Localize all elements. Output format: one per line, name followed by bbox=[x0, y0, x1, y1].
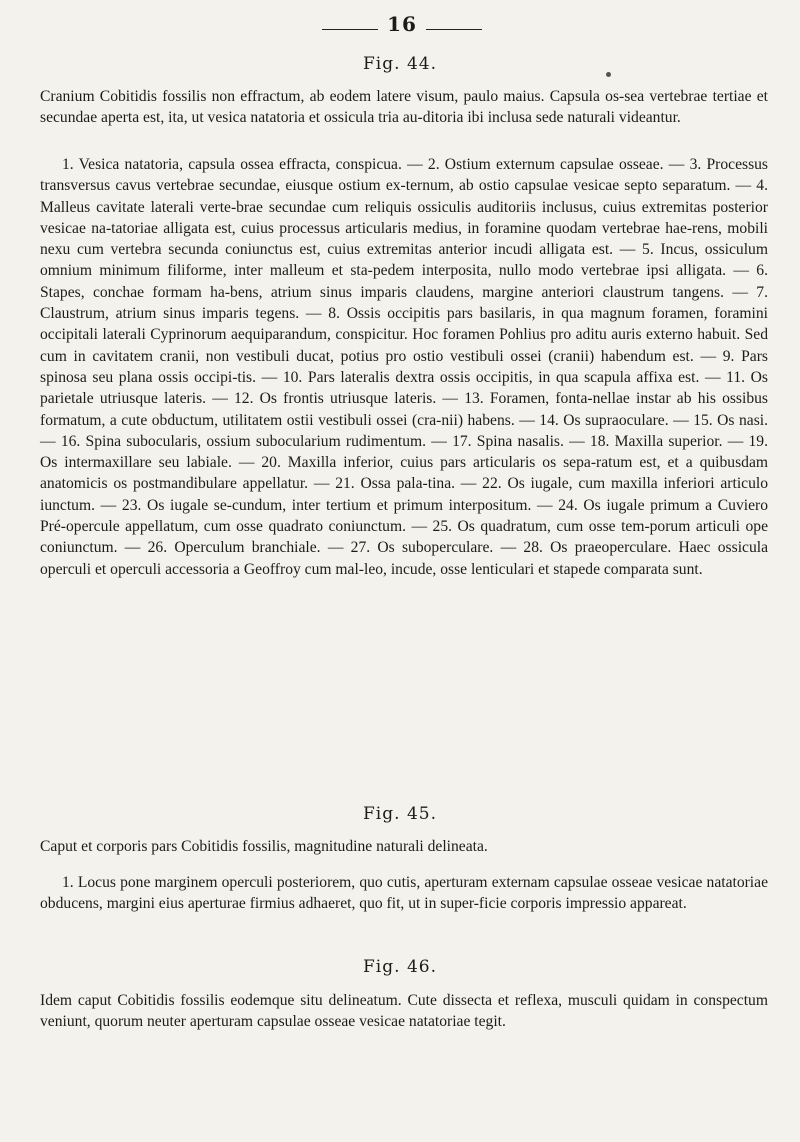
header-rule-right bbox=[426, 29, 482, 31]
paper-speck bbox=[606, 72, 611, 77]
fig-45-heading: Fig. 45. bbox=[363, 804, 437, 824]
fig-45-intro: Caput et corporis pars Cobitidis fossilis, magnitudine naturali delineata. bbox=[40, 838, 488, 855]
fig-46-text: Idem caput Cobitidis fossilis eodemque situ delineatum. Cute dissecta et reflexa, musculi quidam in conspectum veniunt, quorum neuter aperturam capsulae osseae vesicae natatoriae tegit. bbox=[40, 992, 768, 1031]
page-header bbox=[0, 12, 800, 42]
fig-44-legend: 1. Vesica natatoria, capsula ossea effracta, conspicua. — 2. Ostium externum capsulae osseae. — 3. Processus transversus cavus vertebrae secundae, eiusque ostium ex-ternum, ab ostio capsulae vesicae septo separatum. — 4. Malleus cavitate laterali verte-brae secundae cum reliquis ossiculis auditoriis inclusus, cuius extremitas posterior vesicae na-tatoriae alligata est, cuius processus articularis medius, in foramine quodam vertebrae hae-rens, mobili nexu cum vertebra secunda coniunctus est, cuius extremitas anterior incudi alligata est. — 5. Incus, ossiculum omnium minimum filiforme, inter malleum et sta-pedem interposita, nullo modo vertebrae ipsi alligata. — 6. Stapes, conchae formam ha-bens, atrium sinus imparis claudens, margine anteriori claustrum tangens. — 7. Claustrum, atrium sinus imparis tegens. — 8. Ossis occipitis pars basilaris, in qua magnum foramen, foramini occipitali laterali Cyprinorum aequiparandum, conspicitur. Hoc foramen Pohlius pro aditu auris externo habuit. Sed cum in cavitatem cranii, non vestibuli ducat, potius pro ostio vestibuli ossei (cranii) habendum est. — 9. Pars spinosa seu plana ossis occipi-tis. — 10. Pars lateralis dextra ossis occipitis, in qua scapula affixa est. — 11. Os parietale utriusque lateris. — 12. Os frontis utriusque lateris. — 13. Foramen, fonta-nellae instar ab his ossibus formatum, a cute obductum, utilitatem ostii vestibuli ossei (cra-nii) habens. — 14. Os supraoculare. — 15. Os nasi. — 16. Spina subocularis, ossium subocularium rudimentum. — 17. Spina nasalis. — 18. Maxilla superior. — 19. Os intermaxillare seu labiale. — 20. Maxilla inferior, cuius pars articularis os sepa-ratum est, et a quibusdam anatomicis os postmandibulare appellatur. — 21. Ossa pala-tina. — 22. Os iugale, cum maxilla inferiori articulo iunctum. — 23. Os iugale se-cundum, inter tertium et primum interpositum. — 24. Os iugale primum a Cuviero Pré-opercule appellatum, cum osse quadrato coniunctum. — 25. Os quadratum, cum osse tem-porum articuli ope coniunctum. — 26. Operculum branchiale. — 27. Os suboperculare. — 28. Os praeoperculare. Haec ossicula operculi et operculi accessoria a Geoffroy cum mal-leo, incude, osse lenticulari et stapede comparata sunt. bbox=[40, 156, 768, 578]
page-number: 16 bbox=[387, 12, 417, 36]
header-rule-left bbox=[322, 29, 378, 31]
fig-44-intro: Cranium Cobitidis fossilis non effractum, ab eodem latere visum, paulo maius. Capsula os-sea vertebrae tertiae et secundae aperta est, ita, ut vesica natatoria et ossicula tria au-ditoria ibi inclusa sede naturali videantur. bbox=[40, 88, 768, 127]
fig-45-legend: 1. Locus pone marginem operculi posteriorem, quo cutis, aperturam externam capsulae osseae vesicae natatoriae obducens, margini eius aperturae firmius adhaeret, quo fit, ut in super-ficie corporis impressio appareat. bbox=[40, 874, 768, 913]
fig-44-heading: Fig. 44. bbox=[363, 54, 437, 74]
fig-46-heading: Fig. 46. bbox=[363, 957, 437, 977]
